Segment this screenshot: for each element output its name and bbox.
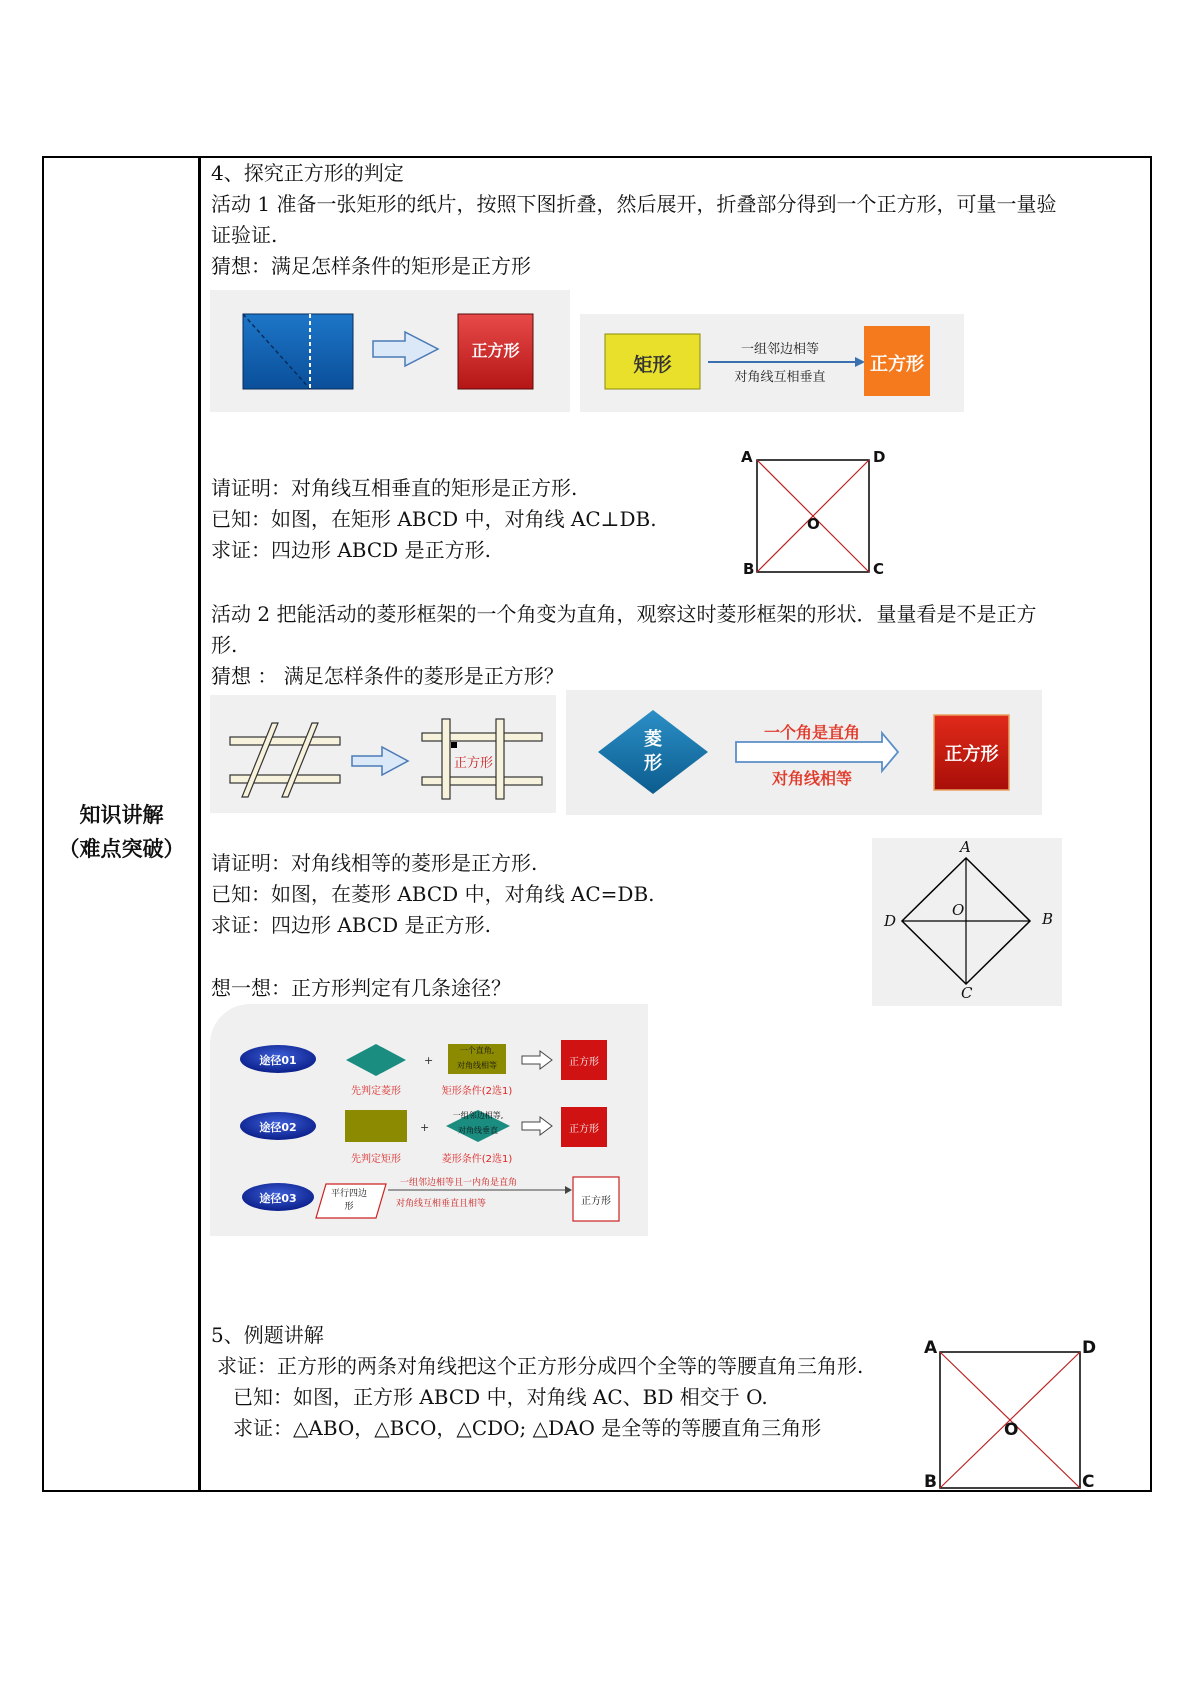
proof1-line3: 求证：四边形 ABCD 是正方形. [211,538,491,562]
label-b: B [743,560,755,578]
side-label-line1: 知识讲解 [79,803,164,827]
label-o: O [807,515,820,533]
rhombus-label [598,728,708,776]
square-diagonals-figure [735,448,895,580]
frame-diagram [210,695,556,813]
proof1-line1: 请证明：对角线互相垂直的矩形是正方形. [211,476,578,500]
left-column [44,158,201,1490]
label-b: B [1042,910,1054,928]
square-diagonals-diagram [735,448,895,580]
label-a: A [924,1338,938,1358]
rect-cond1: 一组邻边相等 [740,342,819,357]
rhombus-cond1: 一个角是直角 [763,723,860,742]
section4-title: 4、探究正方形的判定 [211,161,404,185]
path1-cond-label: 矩形条件(2选1) [441,1086,513,1097]
proof2-line2: 已知：如图，在菱形 ABCD 中，对角线 AC=DB. [211,882,655,906]
activity1-line2: 证验证. [211,223,278,247]
example-square-figure [918,1334,1108,1494]
path2-shape-label: 先判定矩形 [351,1154,401,1165]
path2-cond-a: 一组邻边相等, [452,1111,504,1120]
rect-to-square-figure [580,314,964,412]
rect-result-label: 正方形 [870,354,924,375]
label-c: C [873,560,885,578]
example-square-diagram [918,1334,1108,1494]
label-o: O [1004,1420,1019,1440]
svg-text:+: + [420,1121,430,1134]
fold-square-label: 正方形 [471,341,520,360]
rect-cond2: 对角线互相垂直 [734,370,826,385]
label-a: A [960,838,971,856]
activity1-line1: 活动 1 准备一张矩形的纸片，按照下图折叠，然后展开，折叠部分得到一个正方形，可量一量验 [211,192,1057,216]
label-d: D [1082,1338,1097,1358]
example-line3: 求证：△ABO，△BCO，△CDO; △DAO 是全等的等腰直角三角形 [233,1416,822,1440]
path3-result: 正方形 [581,1196,611,1207]
guess2: 猜想 ： 满足怎样条件的菱形是正方形？ [211,664,564,688]
proof2-line3: 求证：四边形 ABCD 是正方形. [211,913,491,937]
rhombus-diagonals-figure [872,838,1062,1006]
proof1-line2: 已知：如图，在矩形 ABCD 中，对角线 AC⊥DB. [211,507,657,531]
rhombus-label-text: 菱形 [644,729,662,774]
frame-square-label: 正方形 [454,756,494,771]
label-d: D [873,448,886,466]
rhombus-result-label: 正方形 [944,744,999,765]
label-o: O [952,901,965,919]
path3-para: 平行四边形 [330,1189,367,1212]
svg-text:+: + [424,1054,434,1067]
paths-figure [210,1004,648,1236]
activity2-line1: 活动 2 把能活动的菱形框架的一个角变为直角，观察这时菱形框架的形状．量量看是不是正方 [211,602,1037,626]
label-d: D [884,912,897,930]
example-line2: 已知：如图，正方形 ABCD 中，对角线 AC、BD 相交于 O. [233,1385,768,1409]
fold-figure [210,290,570,412]
path2-cond-label: 菱形条件(2选1) [441,1154,513,1165]
label-a: A [741,448,753,466]
proof2-line1: 请证明：对角线相等的菱形是正方形. [211,851,538,875]
side-label [44,798,199,866]
label-c: C [1082,1472,1095,1492]
rhombus-cond2: 对角线相等 [771,769,852,788]
path3-cond-b: 对角线互相垂直且相等 [396,1199,487,1209]
path3-badge: 途径03 [259,1192,297,1205]
example-line1: 求证：正方形的两条对角线把这个正方形分成四个全等的等腰直角三角形. [217,1354,864,1378]
path2-cond-b: 对角线垂直 [458,1126,498,1135]
path1-badge: 途径01 [259,1054,297,1067]
path1-shape-label: 先判定菱形 [351,1086,401,1097]
path1-cond-b: 对角线相等 [457,1061,497,1070]
label-b: B [924,1472,937,1492]
side-label-line2: （难点突破） [58,837,185,861]
guess1: 猜想：满足怎样条件的矩形是正方形 [211,254,531,278]
path1-cond-a: 一个直角, [459,1046,495,1055]
path3-cond-a: 一组邻边相等且一内角是直角 [400,1178,518,1188]
activity2-line2: 形. [211,633,238,657]
section5-title: 5、例题讲解 [211,1323,324,1347]
path2-badge: 途径02 [259,1121,297,1134]
rect-label: 矩形 [633,354,672,376]
rhombus-to-square-figure [566,690,1042,815]
path2-result: 正方形 [569,1124,599,1135]
think-question: 想一想：正方形判定有几条途径？ [211,976,511,1000]
label-c: C [961,984,973,1002]
frame-figure [210,695,556,813]
path1-result: 正方形 [569,1057,599,1068]
rhombus-diagonals-diagram [872,838,1062,1006]
